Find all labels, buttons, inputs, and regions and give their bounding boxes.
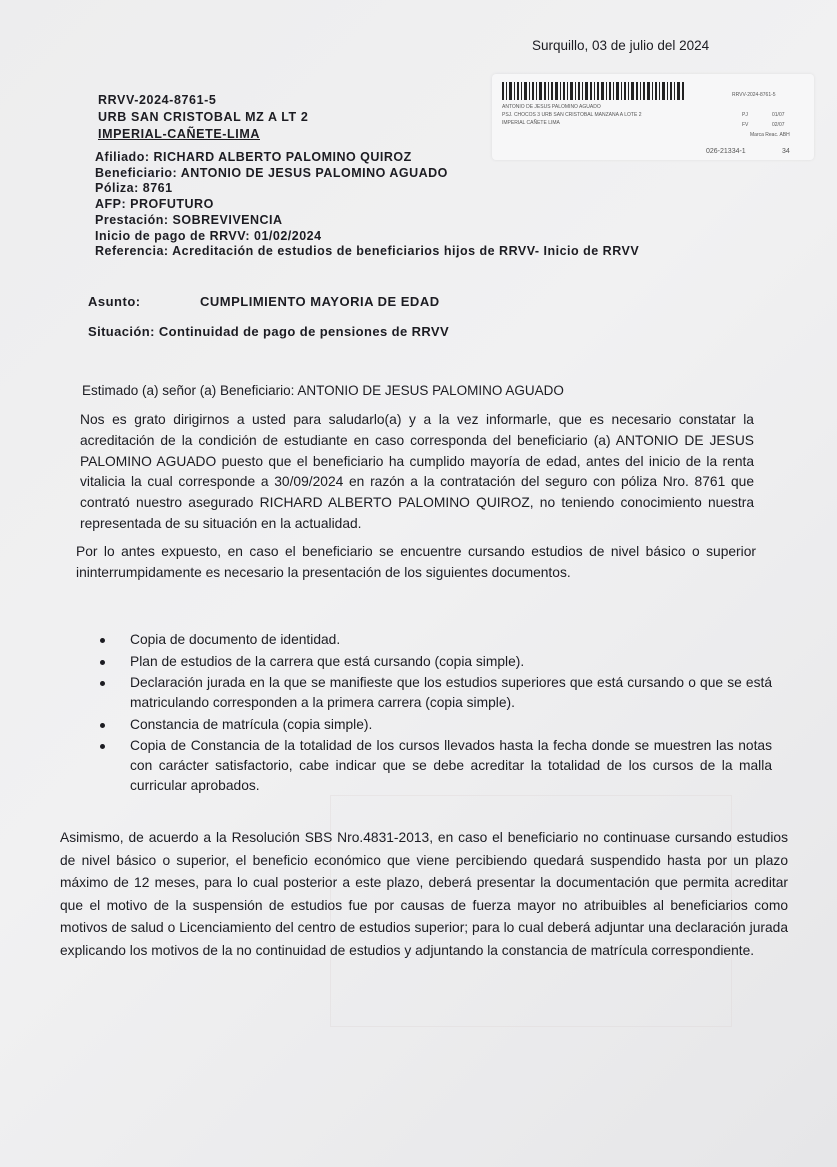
label-address-a: PSJ. CHOCOS 3 URB SAN CRISTOBAL MANZANA A LOTE 2 — [502, 112, 642, 118]
bullet-icon — [100, 723, 105, 728]
list-item: Copia de Constancia de la totalidad de los cursos llevados hasta la fecha donde se muestren las notas con carácter satisfactorio, cabe indicar que se debe acreditar la totalidad de los cursos de la malla curricular aprobados. — [100, 736, 772, 796]
label-note: Marca Reac. ABH — [750, 132, 790, 138]
address-line-2: IMPERIAL-CAÑETE-LIMA — [98, 127, 260, 141]
bullet-icon — [100, 681, 105, 686]
list-item: Constancia de matrícula (copia simple). — [100, 715, 772, 735]
documents-list — [100, 630, 772, 798]
address-line-1: URB SAN CRISTOBAL MZ A LT 2 — [98, 110, 309, 124]
mailing-label — [492, 74, 814, 160]
label-row2-label: FV — [742, 122, 749, 128]
paragraph-resolution: Asimismo, de acuerdo a la Resolución SBS Nro.4831-2013, en caso el beneficiario no continuase cursando estudios de nivel básico o superior, el beneficio económico que viene percibiendo quedará suspendido hasta por un plazo máximo de 12 meses, para lo cual posterior a este plazo, deberá presentar la documentación que permita acreditar que el motivo de la suspensión de estudios fue por causas de fuerza mayor no atribuibles al beneficiarios como motivos de salud o Licenciamiento del centro de estudios superior; para lo cual deberá adjuntar una declaración jurada explicando los motivos de la no continuidad de estudios y adjuntando la constancia de matrícula correspondiente. — [60, 830, 788, 958]
letter-code: RRVV-2024-8761-5 — [98, 93, 217, 107]
afiliado-line: Afiliado: RICHARD ALBERTO PALOMINO QUIROZ — [95, 150, 412, 164]
bullet-icon — [100, 660, 105, 665]
recipient-address-block — [98, 92, 308, 143]
label-tracking-left: 026-21334-1 — [706, 148, 746, 155]
asunto-label: Asunto: — [88, 294, 141, 309]
paragraph-intro: Nos es grato dirigirnos a usted para saludarlo(a) y a la vez informarle, que es necesario constatar la acreditación de la condición de estudiante en caso corresponda del beneficiario (a) ANTONIO DE JESUS PALOMINO AGUADO puesto que el beneficiario ha cumplido mayoría de edad, antes del inicio de la renta vitalicia la cual corresponde a 30/09/2024 en razón a la contratación del seguro con póliza Nro. 8761 que contrató nuestro asegurado RICHARD ALBERTO PALOMINO QUIROZ, no teniendo conocimiento nuestra representada de su situación en la actualidad. — [80, 412, 754, 531]
label-tracking-right: 34 — [782, 148, 790, 155]
label-recipient-name: ANTONIO DE JESUS PALOMINO AGUADO — [502, 104, 601, 110]
label-row1-label: PJ — [742, 112, 748, 118]
paragraph-requirements: Por lo antes expuesto, en caso el beneficiario se encuentre cursando estudios de nivel básico o superior ininterrumpidamente es necesario la presentación de los siguientes documentos. — [76, 544, 756, 580]
asunto-line — [88, 294, 440, 309]
referencia-line: Referencia: Acreditación de estudios de beneficiarios hijos de RRVV- Inicio de RRVV — [95, 244, 640, 259]
inicio-pago-line: Inicio de pago de RRVV: 01/02/2024 — [95, 228, 322, 243]
beneficiario-line: Beneficiario: ANTONIO DE JESUS PALOMINO AGUADO — [95, 165, 448, 180]
greeting: Estimado (a) señor (a) Beneficiario: ANTONIO DE JESUS PALOMINO AGUADO — [82, 383, 564, 398]
list-item: Declaración jurada en la que se manifieste que los estudios superiores que está cursando o que se está matriculando corresponden a la primera carrera (copia simple). — [100, 673, 772, 713]
barcode-icon — [502, 82, 684, 100]
situacion-line: Situación: Continuidad de pago de pensiones de RRVV — [88, 324, 450, 339]
label-row2-value: 02/07 — [772, 122, 785, 128]
label-code: RRVV-2024-8761-5 — [732, 92, 776, 98]
bullet-icon — [100, 638, 105, 643]
asunto-value: CUMPLIMIENTO MAYORIA DE EDAD — [200, 294, 440, 309]
policy-details — [95, 150, 639, 260]
label-address-b: IMPERIAL CAÑETE LIMA — [502, 120, 560, 126]
prestacion-line: Prestación: SOBREVIVENCIA — [95, 212, 283, 227]
afp-line: AFP: PROFUTURO — [95, 197, 214, 212]
list-item: Plan de estudios de la carrera que está cursando (copia simple). — [100, 652, 772, 672]
poliza-line: Póliza: 8761 — [95, 181, 173, 196]
date-line: Surquillo, 03 de julio del 2024 — [532, 38, 710, 53]
list-item: Copia de documento de identidad. — [100, 630, 772, 650]
bullet-icon — [100, 744, 105, 749]
label-row1-value: 01/07 — [772, 112, 785, 118]
